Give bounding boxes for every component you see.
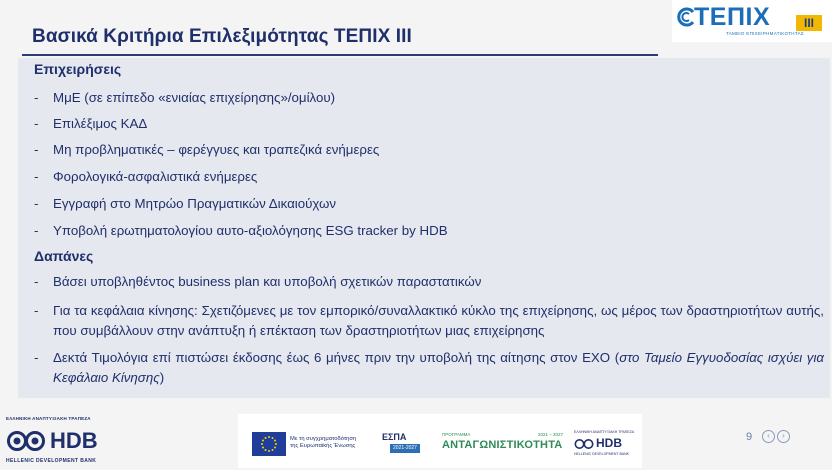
espa-logo: ΕΣΠΑ 2021-2027 — [376, 432, 424, 456]
page-number: 9 — [746, 431, 753, 443]
title-underline — [22, 54, 658, 56]
tepix-subtitle: ΤΑΜΕΙΟ ΕΠΙΧΕΙΡΗΜΑΤΙΚΟΤΗΤΑΣ — [726, 31, 804, 36]
dash-bullet: - — [34, 169, 39, 184]
hdb-rings-icon — [6, 430, 46, 452]
dash-bullet: - — [34, 90, 39, 105]
italic-note: στο Ταμείο Εγγυοδοσίας ισχύει για Κεφάλαιο Κίνησης — [53, 350, 824, 385]
mini-hdb-logo: ΕΛΛΗΝΙΚΗ ΑΝΑΠΤΥΞΙΑΚΗ ΤΡΑΠΕΖΑ HDB HELLENIC DEVELOPMENT BANK — [574, 430, 635, 456]
dash-bullet: - — [34, 303, 39, 318]
list-item: - Φορολογικά-ασφαλιστικά ενήμερες — [34, 167, 824, 187]
dash-bullet: - — [34, 223, 39, 238]
programme-label: ΠΡΟΓΡΑΜΜΑ — [442, 432, 471, 437]
mini-hdb-rings-icon — [574, 438, 594, 450]
content-panel — [18, 58, 830, 398]
list-item: - ΜμΕ (σε επίπεδο «ενιαίας επιχείρησης»/ομίλου) — [34, 88, 824, 108]
programme-years: 2021 – 2027 — [538, 432, 564, 437]
hdb-wordmark: HDB — [50, 428, 98, 453]
title-bar — [0, 20, 670, 50]
dash-bullet: - — [34, 350, 39, 365]
tepix-swirl-icon — [676, 6, 696, 28]
slide-title: Βασικά Κριτήρια Επιλεξιμότητας ΤΕΠΙΧ ΙΙΙ — [32, 26, 412, 47]
list-item: - Βάσει υποβληθέντος business plan και υποβολή σχετικών παραστατικών — [34, 272, 824, 292]
dash-bullet: - — [34, 196, 39, 211]
dash-bullet: - — [34, 116, 39, 131]
section-heading-expenses: Δαπάνες — [34, 248, 94, 264]
list-item: - Για τα κεφάλαια κίνησης: Σχετιζόμενες με τον εμπορικό/συναλλακτικό κύκλο της επιχείρησης, ως μέρος των δραστηριοτήτων αυτής, που συμβάλλουν στην ανάπτυξη ή επέκταση των δραστηριοτήτων μιας επιχείρησης — [34, 303, 824, 338]
list-item: - Μη προβληματικές – φερέγγυες και τραπεζικά ενήμερες — [34, 140, 824, 160]
chevron-right-circle-icon[interactable]: › — [777, 430, 790, 443]
chevron-left-circle-icon[interactable]: ‹ — [762, 430, 775, 443]
programme-name: ΑΝΤΑΓΩΝΙΣΤΙΚΟΤΗΤΑ — [442, 439, 563, 451]
list-item: - Επιλέξιμος ΚΑΔ — [34, 114, 824, 134]
tepix-logo — [672, 0, 832, 42]
tepix-wordmark: ΤΕΠΙΧ — [694, 3, 771, 31]
funding-banner — [238, 414, 642, 468]
list-item: - Υποβολή ερωτηματολογίου αυτο-αξιολόγησης ESG tracker by HDB — [34, 221, 824, 241]
eu-cofunding-text: Με τη συγχρηματοδότηση της Ευρωπαϊκής Ένωσης — [290, 436, 357, 449]
hdb-logo: ΕΛΛΗΝΙΚΗ ΑΝΑΠΤΥΞΙΑΚΗ ΤΡΑΠΕΖΑ HDB HELLENIC DEVELOPMENT BANK — [6, 416, 98, 464]
section-heading-businesses: Επιχειρήσεις — [34, 61, 122, 77]
tepix-roman-badge: III — [796, 15, 822, 31]
dash-bullet: - — [34, 274, 39, 289]
eu-flag-icon — [252, 432, 286, 456]
dash-bullet: - — [34, 142, 39, 157]
list-item: - Δεκτά Τιμολόγια επί πιστώσει έκδοσης έως 6 μήνες πριν την υποβολή της αίτησης στον ΕΧΟ (στο Ταμείο Εγγυοδοσίας ισχύει για Κεφάλαιο Κίνησης) — [34, 350, 824, 385]
list-item: - Εγγραφή στο Μητρώο Πραγματικών Δικαιούχων — [34, 194, 824, 214]
